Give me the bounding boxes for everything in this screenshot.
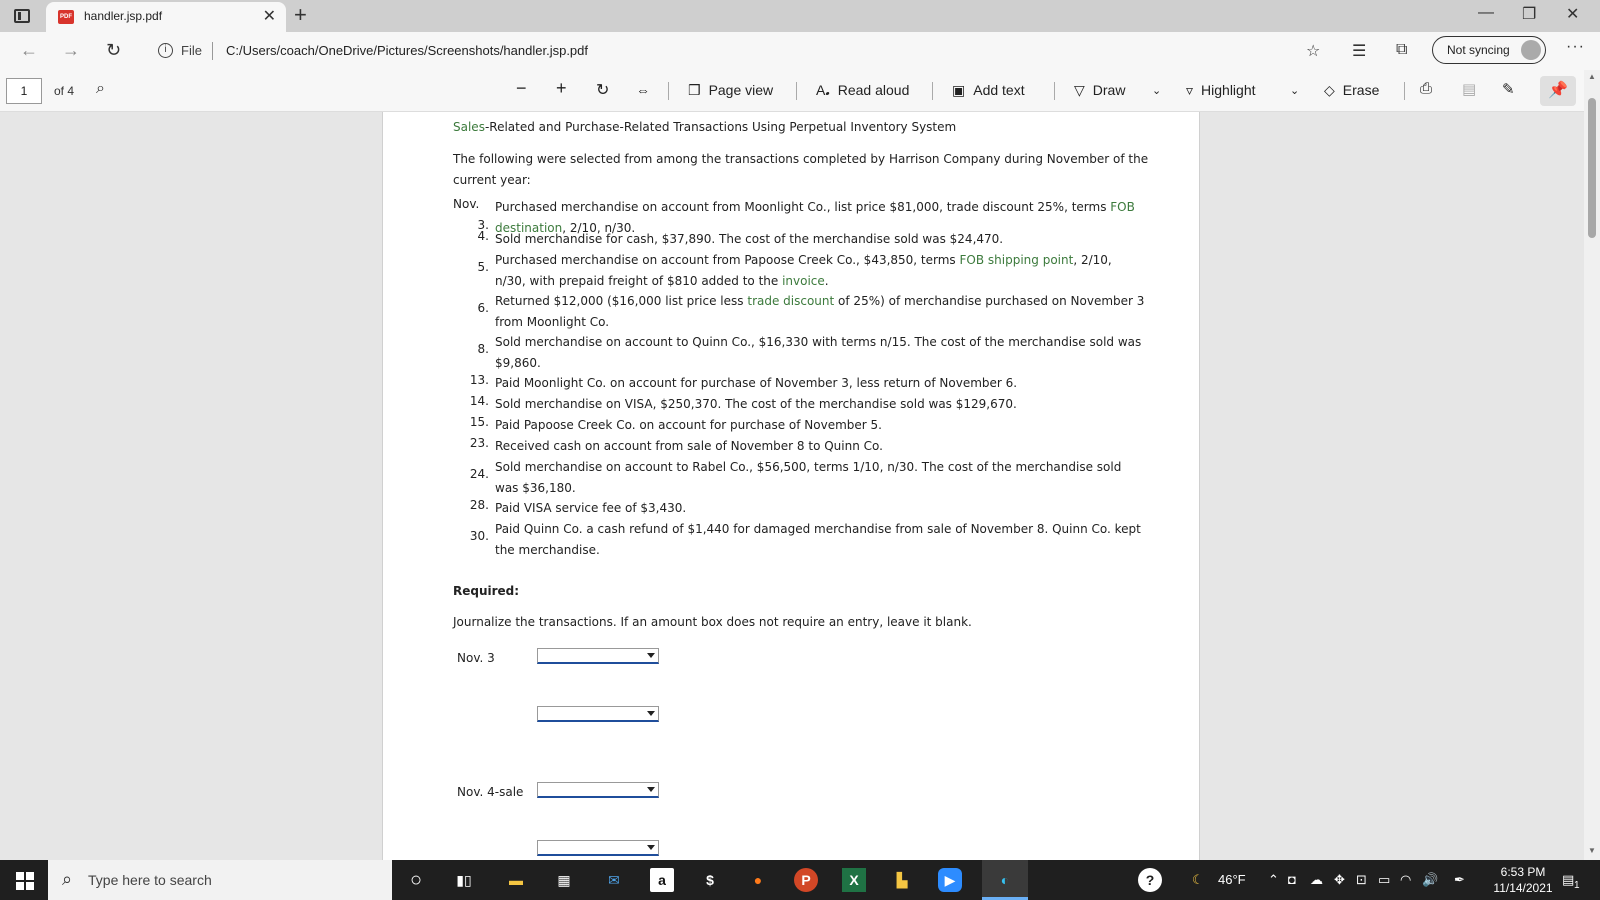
battery-icon[interactable]: ▭ bbox=[1378, 872, 1391, 887]
tab-actions-icon[interactable] bbox=[14, 9, 30, 23]
vertical-scrollbar[interactable] bbox=[1584, 70, 1600, 860]
edge-icon: ◐ bbox=[1000, 872, 1010, 888]
transaction-day: 3. bbox=[477, 218, 489, 232]
transaction-text bbox=[495, 436, 1145, 457]
glossary-link[interactable]: FOB destination bbox=[495, 200, 1135, 235]
pdf-page bbox=[382, 112, 1200, 872]
wifi-icon[interactable]: ◠ bbox=[1400, 872, 1412, 887]
transaction-day: 4. bbox=[477, 229, 489, 243]
search-icon: ⌕ bbox=[62, 869, 73, 889]
notifications-icon[interactable]: ▤ bbox=[1562, 872, 1575, 887]
transaction-text-part: Sold merchandise on account to Quinn Co., $16,330 with terms n/15. The cost of the merchandise sold was $9,860. bbox=[495, 335, 1142, 370]
highlight-label: Highlight bbox=[1201, 82, 1256, 98]
transaction-text-part: Purchased merchandise on account from Papoose Creek Co., $43,850, terms bbox=[495, 253, 960, 267]
transaction-day: 13. bbox=[469, 373, 489, 387]
eraser-icon: ◇ bbox=[1324, 82, 1335, 98]
sync-label: Not syncing bbox=[1447, 43, 1510, 57]
new-tab-button[interactable]: + bbox=[294, 2, 307, 27]
weather-temperature[interactable]: 46°F bbox=[1218, 872, 1246, 887]
glossary-link[interactable]: trade discount bbox=[747, 294, 835, 308]
zoom-icon[interactable]: ▶ bbox=[938, 868, 962, 892]
transaction-day: 28. bbox=[469, 498, 489, 512]
erase-button[interactable] bbox=[1324, 82, 1379, 99]
document-title bbox=[453, 120, 956, 134]
navigation-bar bbox=[0, 32, 1600, 70]
edge-taskbar-button[interactable] bbox=[982, 860, 1028, 900]
transaction-day: 24. bbox=[469, 467, 489, 481]
transaction-text bbox=[495, 332, 1145, 374]
sales-link[interactable]: Sales bbox=[453, 120, 485, 134]
address-divider bbox=[212, 42, 213, 60]
erase-label: Erase bbox=[1342, 82, 1380, 98]
scroll-up-icon[interactable]: ▲ bbox=[1588, 72, 1596, 81]
powerpoint-icon[interactable]: P bbox=[794, 868, 818, 892]
transaction-text-part: Sold merchandise for cash, $37,890. The cost of the merchandise sold was $24,470. bbox=[495, 232, 1004, 246]
transaction-day: 8. bbox=[477, 342, 489, 356]
transaction-text-part: Sold merchandise on account to Rabel Co., $56,500, terms 1/10, n/30. The cost of the merchandise sold was $36,180. bbox=[495, 460, 1122, 495]
title-text: -Related and Purchase-Related Transactions Using Perpetual Inventory System bbox=[484, 120, 957, 134]
tab-handler-pdf[interactable] bbox=[46, 2, 286, 32]
clock-date: 11/14/2021 bbox=[1493, 881, 1553, 895]
page-view-button[interactable] bbox=[688, 82, 773, 99]
settings-more-icon[interactable]: ··· bbox=[1566, 38, 1585, 55]
search-icon[interactable]: ⌕ bbox=[96, 80, 105, 97]
close-tab-icon[interactable]: ✕ bbox=[262, 8, 276, 25]
windows-taskbar bbox=[0, 860, 1600, 900]
profile-sync-button[interactable] bbox=[1432, 36, 1546, 64]
back-button[interactable]: ← bbox=[20, 40, 38, 60]
required-heading: Required: bbox=[453, 584, 520, 598]
add-text-icon: ▣ bbox=[952, 82, 966, 98]
pin-toolbar-icon[interactable]: 📌 bbox=[1540, 76, 1576, 106]
windows-start-icon[interactable] bbox=[16, 872, 34, 890]
microsoft-store-icon[interactable]: ▦ bbox=[557, 872, 571, 888]
page-number-input[interactable]: 1 bbox=[6, 78, 42, 104]
transaction-text-part: Sold merchandise on VISA, $250,370. The cost of the merchandise sold was $129,670. bbox=[495, 397, 1017, 411]
page-view-label: Page view bbox=[708, 82, 774, 98]
toolbar-divider bbox=[1054, 82, 1055, 100]
tab-title: handler.jsp.pdf bbox=[84, 9, 163, 23]
help-icon[interactable]: ? bbox=[1138, 868, 1162, 892]
draw-label: Draw bbox=[1092, 82, 1126, 98]
address-scheme: File bbox=[181, 43, 202, 58]
transaction-text bbox=[495, 519, 1145, 561]
toolbar-divider bbox=[932, 82, 933, 100]
rotate-icon[interactable]: ↻ bbox=[596, 82, 610, 99]
notification-count: 1 bbox=[1574, 880, 1580, 891]
search-placeholder: Type here to search bbox=[88, 872, 212, 888]
close-window-button[interactable]: ✕ bbox=[1566, 6, 1580, 23]
transaction-text-part: Paid Quinn Co. a cash refund of $1,440 for damaged merchandise from sale of November 8. Quinn Co. kept the merchandise. bbox=[495, 522, 1141, 557]
page-view-icon: ❒ bbox=[688, 82, 701, 98]
cortana-icon[interactable]: ○ bbox=[409, 869, 423, 891]
transaction-text bbox=[495, 498, 1145, 519]
file-explorer-icon[interactable]: ▬ bbox=[509, 872, 523, 888]
zoom-in-button[interactable]: + bbox=[556, 78, 567, 98]
print-icon[interactable]: ⎙ bbox=[1420, 80, 1433, 97]
forward-button[interactable]: → bbox=[62, 40, 80, 60]
read-aloud-button[interactable] bbox=[816, 82, 909, 99]
collections-icon[interactable]: ⧉ bbox=[1396, 41, 1408, 58]
transaction-text-part: , 2/10, n/30, with prepaid freight of $810 added to the bbox=[495, 253, 1112, 288]
system-clock[interactable] bbox=[1488, 864, 1558, 896]
highlight-button[interactable] bbox=[1186, 82, 1256, 99]
pen-icon[interactable]: ✒ bbox=[1454, 872, 1465, 887]
account-dropdown[interactable] bbox=[537, 840, 659, 856]
meet-now-icon[interactable]: ◘ bbox=[1288, 872, 1296, 887]
account-dropdown[interactable] bbox=[537, 782, 659, 798]
transaction-text-part: of 25%) of merchandise purchased on November 3 from Moonlight Co. bbox=[495, 294, 1145, 329]
read-aloud-icon: A𝅘 bbox=[816, 82, 830, 98]
draw-icon: ▽ bbox=[1074, 82, 1085, 98]
transaction-day: 6. bbox=[477, 301, 489, 315]
glossary-link[interactable]: FOB shipping point bbox=[959, 253, 1074, 267]
refresh-button[interactable]: ↻ bbox=[106, 40, 122, 60]
transaction-text-part: Paid Papoose Creek Co. on account for purchase of November 5. bbox=[495, 418, 882, 432]
favorites-icon[interactable]: ☰ bbox=[1352, 43, 1367, 60]
mail-icon[interactable]: ✉ bbox=[608, 872, 620, 888]
dollar-app-icon[interactable]: $ bbox=[706, 872, 714, 888]
weather-moon-icon: ☾ bbox=[1192, 872, 1204, 887]
tray-app-icon[interactable]: ⊡ bbox=[1356, 872, 1367, 887]
toolbar-divider bbox=[796, 82, 797, 100]
month-label: Nov. bbox=[453, 197, 480, 211]
transaction-day: 15. bbox=[469, 415, 489, 429]
address-bar[interactable] bbox=[146, 37, 1306, 65]
entry-label-nov-3: Nov. 3 bbox=[457, 651, 495, 665]
onedrive-icon[interactable]: ☁ bbox=[1310, 872, 1323, 887]
address-url[interactable]: C:/Users/coach/OneDrive/Pictures/Screenshots/handler.jsp.pdf bbox=[226, 43, 589, 58]
add-favorite-icon[interactable]: ☆ bbox=[1306, 43, 1321, 60]
scroll-thumb[interactable] bbox=[1588, 98, 1596, 238]
transaction-text-part: Received cash on account from sale of November 8 to Quinn Co. bbox=[495, 439, 883, 453]
save-icon[interactable]: ▤ bbox=[1462, 81, 1477, 98]
taskbar-search-box[interactable] bbox=[48, 860, 392, 900]
title-bar bbox=[0, 0, 1600, 32]
transaction-day: 5. bbox=[477, 260, 489, 274]
zoom-out-button[interactable]: − bbox=[516, 78, 527, 98]
transaction-text bbox=[495, 394, 1145, 415]
toolbar-divider bbox=[1404, 82, 1405, 100]
add-text-label: Add text bbox=[973, 82, 1025, 98]
account-dropdown[interactable] bbox=[537, 648, 659, 664]
transaction-text-part: . bbox=[824, 274, 829, 288]
pdf-file-icon: PDF bbox=[58, 10, 74, 24]
transaction-text bbox=[495, 415, 1145, 436]
fit-to-width-icon[interactable]: ⇔ bbox=[636, 82, 650, 98]
transaction-text bbox=[495, 373, 1145, 394]
volume-icon[interactable]: 🔊 bbox=[1422, 872, 1439, 887]
transaction-day: 30. bbox=[469, 529, 489, 543]
transaction-text bbox=[495, 291, 1145, 333]
show-hidden-icons-chevron-icon[interactable]: ⌃ bbox=[1268, 872, 1279, 887]
task-view-icon[interactable]: ▮▯ bbox=[456, 872, 472, 888]
intro-paragraph: The following were selected from among the transactions completed by Harrison Company during November of the current year: bbox=[453, 152, 1149, 187]
firefox-icon[interactable]: ● bbox=[753, 872, 763, 888]
transaction-text-part: Returned $12,000 ($16,000 list price less bbox=[495, 294, 748, 308]
highlight-dropdown-chevron-icon[interactable]: ⌄ bbox=[1290, 85, 1300, 97]
transaction-text-part: Paid Moonlight Co. on account for purchase of November 3, less return of November 6. bbox=[495, 376, 1018, 390]
transaction-text bbox=[495, 229, 1145, 250]
transaction-day: 23. bbox=[469, 436, 489, 450]
draw-dropdown-chevron-icon[interactable]: ⌄ bbox=[1152, 85, 1162, 97]
pdf-toolbar bbox=[0, 70, 1600, 112]
clock-time: 6:53 PM bbox=[1500, 865, 1546, 879]
avatar bbox=[1521, 40, 1541, 60]
transaction-text bbox=[495, 457, 1145, 499]
scroll-down-icon[interactable]: ▼ bbox=[1588, 846, 1596, 855]
dropbox-icon[interactable]: ✥ bbox=[1334, 872, 1345, 887]
excel-icon[interactable]: X bbox=[842, 868, 866, 892]
info-icon[interactable]: i bbox=[158, 43, 173, 58]
instructions: Journalize the transactions. If an amount box does not require an entry, leave it blank. bbox=[453, 615, 972, 629]
amazon-icon[interactable]: a bbox=[650, 868, 674, 892]
save-as-icon[interactable]: ✎ bbox=[1502, 81, 1515, 98]
add-text-button[interactable] bbox=[952, 82, 1025, 99]
transaction-text-part: Paid VISA service fee of $3,430. bbox=[495, 501, 687, 515]
entry-label-nov-4-sale: Nov. 4-sale bbox=[457, 785, 524, 799]
read-aloud-label: Read aloud bbox=[837, 82, 910, 98]
page-count: of 4 bbox=[54, 84, 75, 98]
glossary-link[interactable]: invoice bbox=[782, 274, 825, 288]
minimize-button[interactable]: — bbox=[1478, 4, 1494, 21]
draw-button[interactable] bbox=[1074, 82, 1125, 99]
highlight-icon: ▿ bbox=[1186, 82, 1194, 98]
pdf-viewer bbox=[0, 112, 1584, 860]
transaction-text-part: Purchased merchandise on account from Moonlight Co., list price $81,000, trade discount 25%, terms bbox=[495, 200, 1111, 214]
transaction-text bbox=[495, 250, 1145, 292]
transaction-text-part: , 2/10, n/30. bbox=[562, 221, 636, 235]
toolbar-divider bbox=[668, 82, 669, 100]
transaction-day: 14. bbox=[469, 394, 489, 408]
account-dropdown[interactable] bbox=[537, 706, 659, 722]
sticky-notes-icon[interactable]: ▙ bbox=[896, 872, 908, 888]
restore-button[interactable]: ❐ bbox=[1522, 6, 1537, 23]
